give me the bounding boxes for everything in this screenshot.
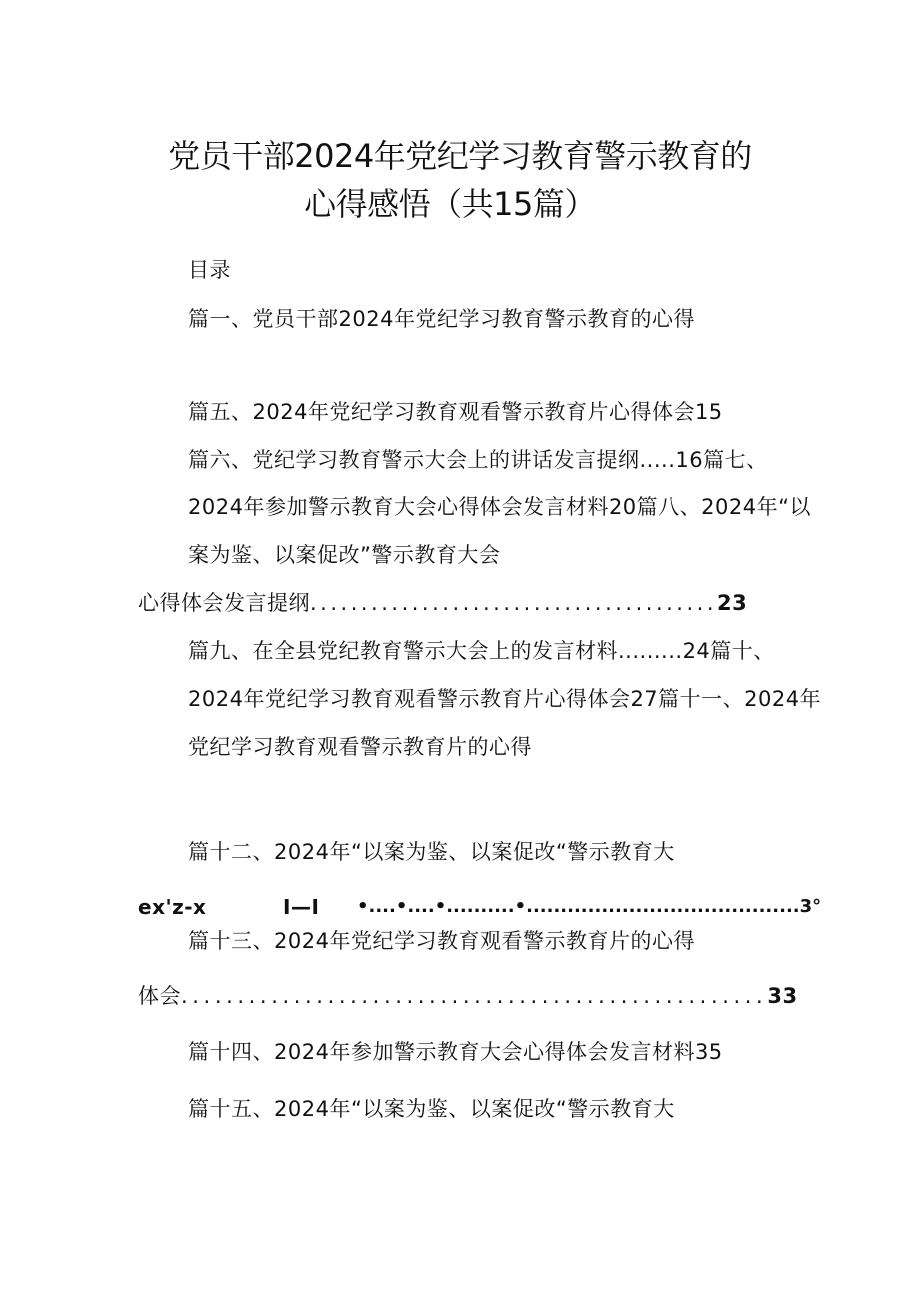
toc-entry-5: 篇五、2024年党纪学习教育观看警示教育片心得体会15	[188, 400, 723, 424]
toc-entry-8-cont: 案为鉴、以案促改”警示教育大会	[188, 543, 501, 567]
toc-page-number: 33	[767, 984, 798, 1008]
toc-entry-1: 篇一、党员干部2024年党纪学习教育警示教育的心得	[188, 307, 695, 331]
toc-entry-8-leader	[138, 589, 747, 617]
toc-page-number: 23	[717, 591, 748, 615]
toc-entry-13-leader	[138, 982, 798, 1010]
toc-leader-dots: ....................................................	[181, 984, 768, 1008]
toc-entry-12: 篇十二、2024年“以案为鉴、以案促改“警示教育大	[188, 840, 675, 864]
document-title-line-1: 党员干部2024年党纪学习教育警示教育的	[168, 137, 752, 175]
toc-entry-13: 篇十三、2024年党纪学习教育观看警示教育片的心得	[188, 929, 695, 953]
toc-entry-10-11: 2024年党纪学习教育观看警示教育片心得体会27篇十一、2024年	[188, 687, 822, 711]
toc-entry-7-8: 2024年参加警示教育大会心得体会发言材料20篇八、2024年“以	[188, 495, 811, 519]
toc-entry-9-10: 篇九、在全县党纪教育警示大会上的发言材料.........24篇十、	[188, 639, 775, 663]
toc-entry-6: 篇六、党纪学习教育警示大会上的讲话发言提纲.....16篇七、	[188, 448, 768, 472]
toc-leader-dots: ........................................	[310, 591, 718, 615]
toc-entry-11-cont: 党纪学习教育观看警示教育片的心得	[188, 735, 532, 759]
toc-garbled-text-a: ex'z-x	[138, 895, 207, 919]
toc-heading: 目录	[188, 258, 231, 282]
toc-entry-13-text: 体会	[138, 984, 181, 1008]
toc-entry-14: 篇十四、2024年参加警示教育大会心得体会发言材料35	[188, 1040, 723, 1064]
document-title-line-2: 心得感悟（共15篇）	[304, 185, 596, 223]
toc-garbled-text-b: I—I	[283, 895, 320, 919]
toc-entry-8-text: 心得体会发言提纲	[138, 591, 310, 615]
toc-entry-15: 篇十五、2024年“以案为鉴、以案促改“警示教育大	[188, 1097, 675, 1121]
toc-garbled-leader: •....•....•..........•........................................3°	[357, 896, 822, 917]
